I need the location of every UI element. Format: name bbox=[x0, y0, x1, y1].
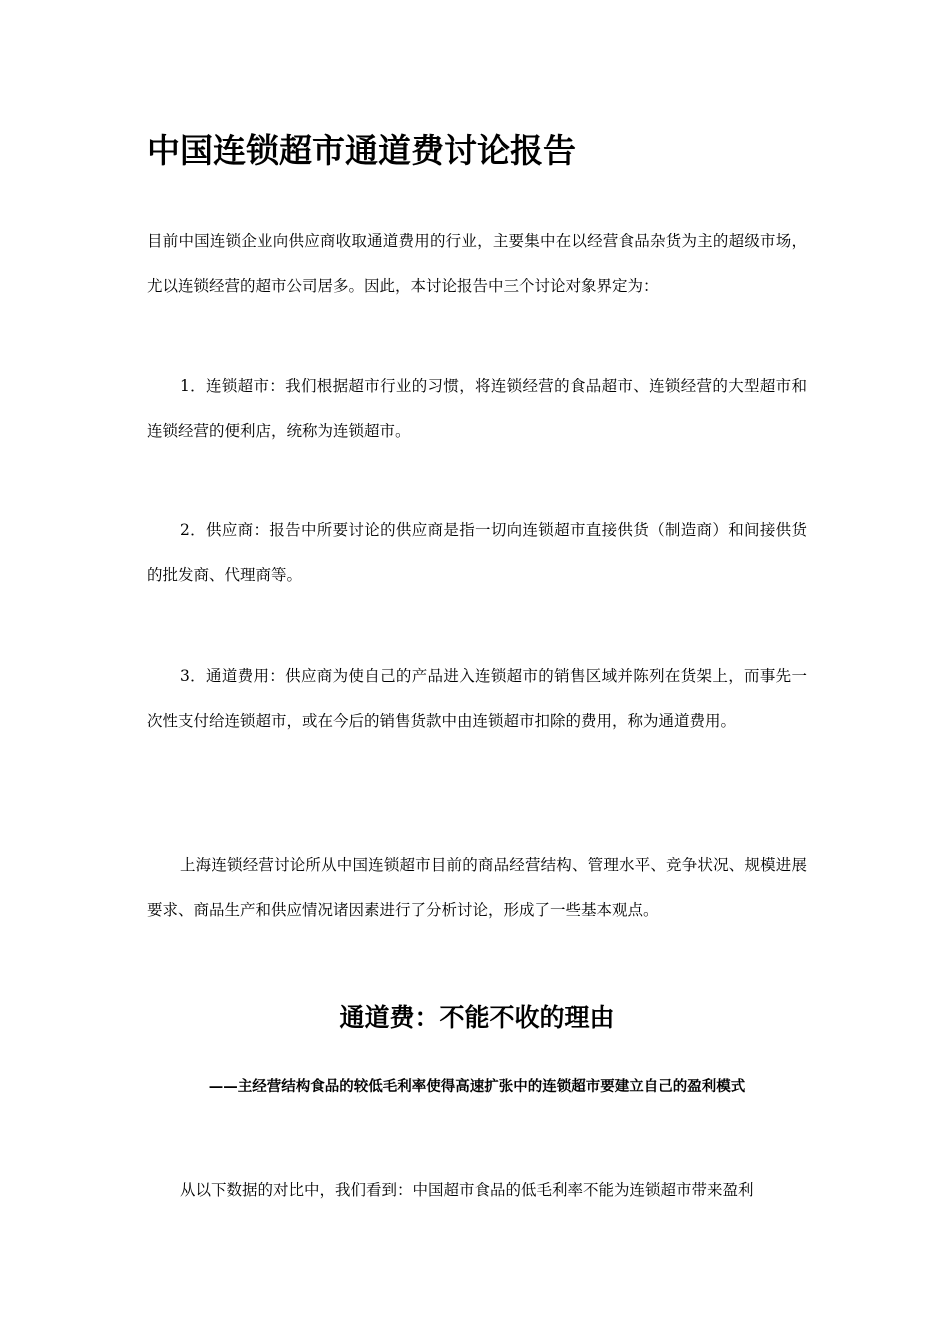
section-title: 通道费：不能不收的理由 bbox=[339, 1003, 615, 1032]
document-title: 中国连锁超市通道费讨论报告 bbox=[147, 131, 576, 170]
definition-supplier: 2．供应商：报告中所要讨论的供应商是指一切向连锁超市直接供货（制造商）和间接供货的批发商、代理商等。 bbox=[147, 521, 807, 584]
summary-paragraph: 上海连锁经营讨论所从中国连锁超市目前的商品经营结构、管理水平、竞争状况、规模进展要求、商品生产和供应情况诸因素进行了分析讨论，形成了一些基本观点。 bbox=[147, 856, 807, 919]
definition-channel-fee: 3．通道费用：供应商为使自己的产品进入连锁超市的销售区域并陈列在货架上，而事先一次性支付给连锁超市，或在今后的销售货款中由连锁超市扣除的费用，称为通道费用。 bbox=[147, 667, 807, 730]
section-paragraph: 从以下数据的对比中，我们看到：中国超市食品的低毛利率不能为连锁超市带来盈利 bbox=[180, 1181, 754, 1199]
definition-chain-supermarket: 1．连锁超市：我们根据超市行业的习惯，将连锁经营的食品超市、连锁经营的大型超市和连锁经营的便利店，统称为连锁超市。 bbox=[147, 377, 807, 440]
section-subtitle: ——主经营结构食品的较低毛利率使得高速扩张中的连锁超市要建立自己的盈利模式 bbox=[208, 1078, 746, 1095]
intro-paragraph: 目前中国连锁企业向供应商收取通道费用的行业，主要集中在以经营食品杂货为主的超级市场，尤以连锁经营的超市公司居多。因此，本讨论报告中三个讨论对象界定为： bbox=[147, 232, 807, 295]
